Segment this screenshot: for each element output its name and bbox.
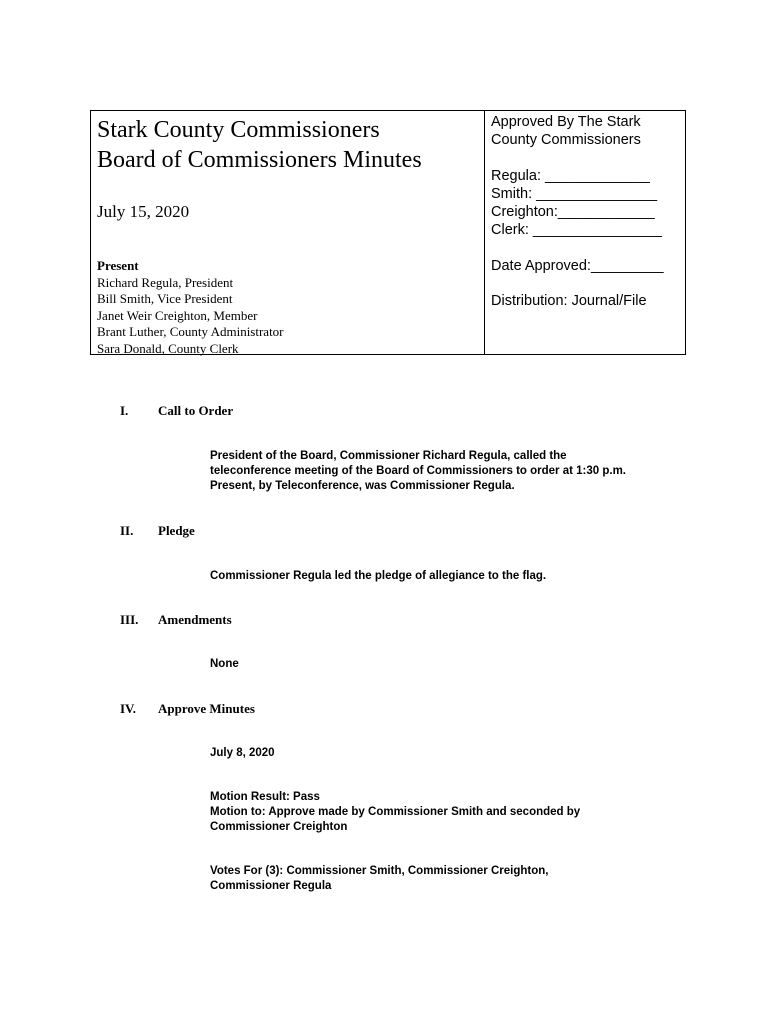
present-heading: Present — [97, 258, 139, 273]
body-line: Motion to: Approve made by Commissioner Smith and seconded by — [210, 806, 581, 818]
meeting-date: July 15, 2020 — [97, 202, 190, 221]
amendments-text — [210, 657, 239, 672]
document-title-line2: Board of Commissioners Minutes — [97, 147, 422, 173]
present-member: Richard Regula, President — [97, 274, 234, 290]
date-approved: Date Approved:_________ — [491, 258, 664, 274]
section-title: Pledge — [158, 523, 195, 538]
section-title: Call to Order — [158, 403, 234, 418]
body-line: Motion Result: Pass — [210, 791, 320, 803]
distribution: Distribution: Journal/File — [491, 293, 647, 309]
body-line: Votes For (3): Commissioner Smith, Commissioner Creighton, — [210, 865, 549, 877]
section-number: III. — [120, 612, 139, 627]
present-member: Brant Luther, County Administrator — [97, 324, 284, 339]
body-line: Commissioner Creighton — [210, 821, 348, 833]
document-title-line1: Stark County Commissioners — [97, 117, 380, 143]
header-divider — [484, 111, 485, 354]
approval-heading-line2: County Commissioners — [491, 132, 641, 148]
section-title: Amendments — [158, 612, 232, 627]
body-line: Commissioner Regula — [210, 880, 332, 892]
body-line: July 8, 2020 — [210, 747, 275, 759]
body-line: Commissioner Regula led the pledge of allegiance to the flag. — [210, 570, 547, 582]
present-member: Bill Smith, Vice President — [97, 291, 233, 306]
present-list — [97, 258, 284, 357]
votes-text — [210, 864, 548, 894]
header-box — [90, 110, 686, 355]
signature-clerk: Clerk: ________________ — [491, 222, 662, 238]
body-line: None — [210, 658, 239, 670]
section-number: I. — [120, 403, 129, 418]
signature-regula: Regula: _____________ — [491, 168, 650, 184]
present-member: Janet Weir Creighton, Member — [97, 307, 258, 323]
body-line: teleconference meeting of the Board of Commissioners to order at 1:30 p.m. — [210, 465, 627, 477]
body-line: Present, by Teleconference, was Commissioner Regula. — [210, 480, 515, 492]
motion-text — [210, 790, 580, 835]
approval-heading-line1: Approved By The Stark — [491, 114, 641, 130]
body-line: President of the Board, Commissioner Richard Regula, called the — [210, 450, 567, 462]
signature-creighton: Creighton:____________ — [491, 204, 655, 220]
present-member: Sara Donald, County Clerk — [97, 340, 239, 356]
section-title: Approve Minutes — [158, 701, 255, 716]
minutes-date — [210, 746, 275, 761]
pledge-text — [210, 569, 546, 584]
call-to-order-text — [210, 449, 626, 494]
section-number: IV. — [120, 701, 137, 716]
signature-smith: Smith: _______________ — [491, 186, 658, 202]
section-number: II. — [120, 523, 134, 538]
